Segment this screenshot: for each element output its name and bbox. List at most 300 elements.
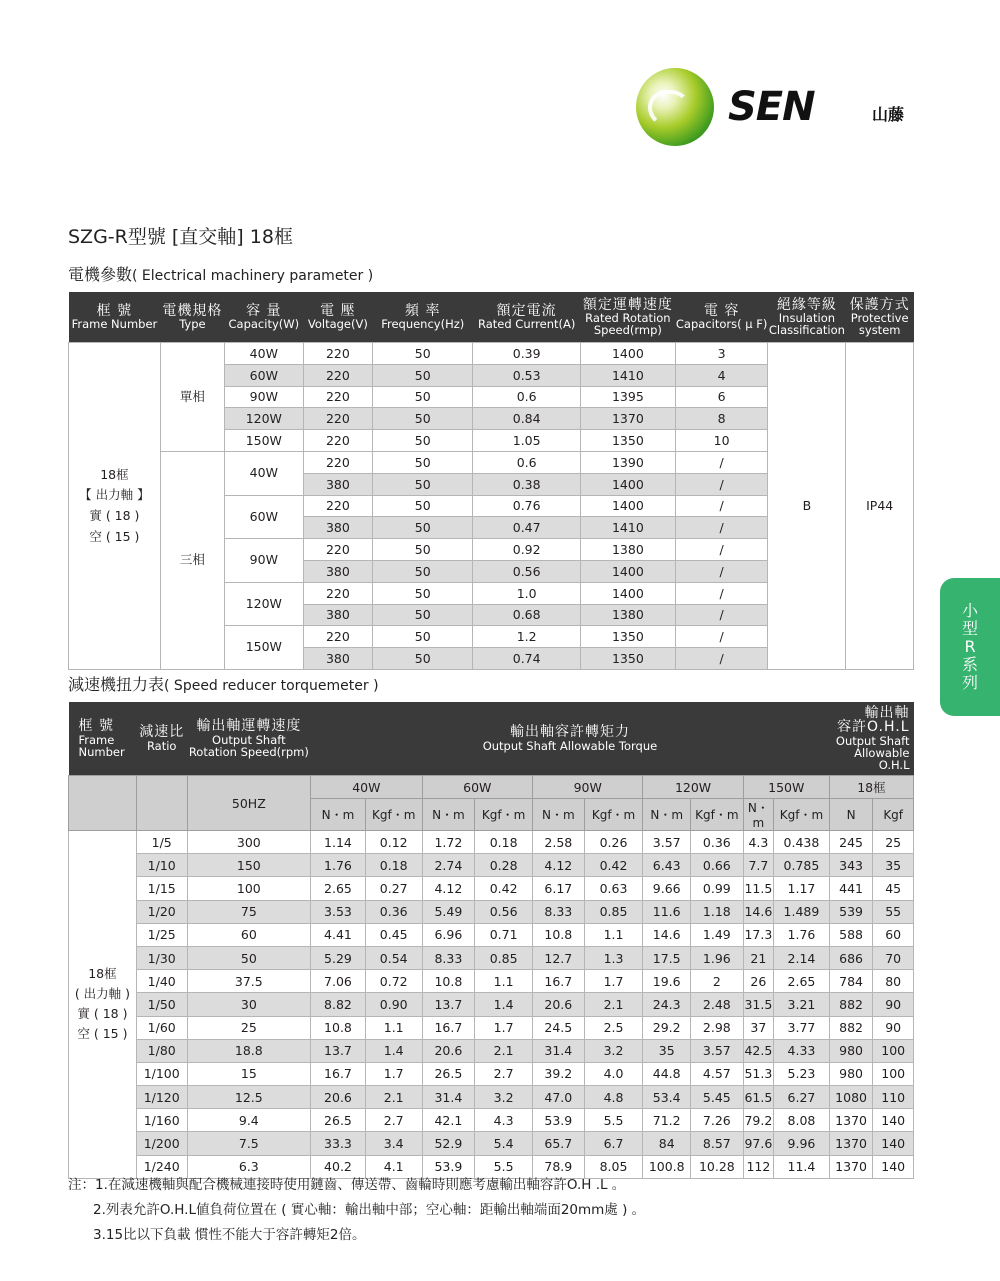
table-cell: 2.14 xyxy=(774,946,830,969)
column-header-en: Output Shaft xyxy=(212,732,286,747)
table-cell: 5.23 xyxy=(774,1062,830,1085)
table-cell: 1350 xyxy=(581,430,676,452)
table-cell: 220 xyxy=(303,430,373,452)
table-cell: 5.5 xyxy=(475,1155,533,1178)
table-cell: 20.6 xyxy=(422,1039,475,1062)
table-cell: 120W xyxy=(225,408,304,430)
table-cell: 5.49 xyxy=(422,900,475,923)
table-cell: 980 xyxy=(829,1062,873,1085)
frame-cell xyxy=(69,831,137,1179)
table-cell: 1/25 xyxy=(136,923,187,946)
column-header-cn: 容 量 xyxy=(246,302,282,319)
table-cell: 42.5 xyxy=(743,1039,773,1062)
table-cell: 17.3 xyxy=(743,923,773,946)
table-cell: 4.1 xyxy=(365,1155,422,1178)
table-cell: / xyxy=(675,560,768,582)
column-header xyxy=(303,292,373,343)
table-row xyxy=(69,854,914,877)
table-cell: 2.1 xyxy=(365,1086,422,1109)
table-cell: 1370 xyxy=(829,1109,873,1132)
frame-cell xyxy=(69,343,161,670)
table-cell: 50 xyxy=(373,430,473,452)
table-cell: 220 xyxy=(303,386,373,408)
table-cell: 1370 xyxy=(581,408,676,430)
table-cell: 52.9 xyxy=(422,1132,475,1155)
table-cell: 1/80 xyxy=(136,1039,187,1062)
column-header-cn: 額定運轉速度 xyxy=(582,296,673,313)
table-cell: 10.8 xyxy=(311,1016,366,1039)
column-header-en: Capacitors( μ F) xyxy=(675,317,768,332)
table-cell: 8.57 xyxy=(691,1132,744,1155)
column-header-en: Type xyxy=(179,317,206,332)
table-cell: 1/60 xyxy=(136,1016,187,1039)
table-cell: 50 xyxy=(373,495,473,517)
table-cell: 1410 xyxy=(581,364,676,386)
unit-header: Kgf・m xyxy=(365,799,422,831)
table-cell: 220 xyxy=(303,451,373,473)
table-row xyxy=(69,1132,914,1155)
table-cell: 3.57 xyxy=(643,831,691,854)
table-cell: 4.41 xyxy=(311,923,366,946)
table-cell: 220 xyxy=(303,343,373,365)
unit-header: Kgf・m xyxy=(584,799,643,831)
table-cell: 0.90 xyxy=(365,993,422,1016)
table-cell: 0.68 xyxy=(473,604,581,626)
column-header-en: Output Shaft Allowable Torque xyxy=(482,738,658,753)
table-cell: 0.71 xyxy=(475,923,533,946)
table-cell: 140 xyxy=(873,1109,914,1132)
table-cell: 1/240 xyxy=(136,1155,187,1178)
table-cell: 35 xyxy=(643,1039,691,1062)
table-cell: 78.9 xyxy=(532,1155,584,1178)
table-cell: 11.6 xyxy=(643,900,691,923)
table-row xyxy=(69,343,914,365)
table-cell: 26.5 xyxy=(422,1062,475,1085)
table-cell: 2.7 xyxy=(365,1109,422,1132)
table-cell: 2.65 xyxy=(311,877,366,900)
table-cell: 0.54 xyxy=(365,946,422,969)
table-row xyxy=(69,900,914,923)
table-cell: 80 xyxy=(873,970,914,993)
capacity-cell: 40W xyxy=(225,451,304,495)
table-cell: 97.6 xyxy=(743,1132,773,1155)
table-cell: 1.2 xyxy=(473,626,581,648)
column-header xyxy=(160,292,224,343)
table-cell: 39.2 xyxy=(532,1062,584,1085)
table-cell: 7.7 xyxy=(743,854,773,877)
column-header xyxy=(768,292,846,343)
table-cell: 1.14 xyxy=(311,831,366,854)
table-cell: 16.7 xyxy=(422,1016,475,1039)
table-row xyxy=(69,1062,914,1085)
table-cell: 4 xyxy=(675,364,768,386)
table-cell: 16.7 xyxy=(532,970,584,993)
table-cell: 0.92 xyxy=(473,539,581,561)
table-cell: 2.98 xyxy=(691,1016,744,1039)
column-header-cn: 頻 率 xyxy=(405,302,441,319)
table-cell: 14.6 xyxy=(643,923,691,946)
table-cell: 90 xyxy=(873,993,914,1016)
table-cell: 2.5 xyxy=(584,1016,643,1039)
table-cell: 100 xyxy=(873,1062,914,1085)
table-cell: 20.6 xyxy=(532,993,584,1016)
frame-line: 空 ( 15 ) xyxy=(77,1026,128,1042)
table-cell: 18.8 xyxy=(187,1039,311,1062)
column-header-cn: 絕緣等級 xyxy=(776,296,837,313)
table-cell: 3.2 xyxy=(475,1086,533,1109)
table-cell: 53.9 xyxy=(422,1155,475,1178)
table-cell: 380 xyxy=(303,517,373,539)
table-cell: 7.5 xyxy=(187,1132,311,1155)
table-cell: 588 xyxy=(829,923,873,946)
table-cell: 17.5 xyxy=(643,946,691,969)
column-header-en: Frame Number xyxy=(71,317,158,332)
table-cell: 47.0 xyxy=(532,1086,584,1109)
table-cell: 3.4 xyxy=(365,1132,422,1155)
table-cell: 220 xyxy=(303,582,373,604)
table-cell: 1.1 xyxy=(475,970,533,993)
table-cell: 44.8 xyxy=(643,1062,691,1085)
table-cell: 0.26 xyxy=(584,831,643,854)
section-subtitle: ( Speed reducer torquemeter ) xyxy=(164,678,379,694)
electrical-parameter-table xyxy=(68,292,914,670)
header-torque xyxy=(311,702,830,776)
table-cell: 8.08 xyxy=(774,1109,830,1132)
table-cell: 53.9 xyxy=(532,1109,584,1132)
table-cell: 1370 xyxy=(829,1155,873,1178)
table-cell: 1.0 xyxy=(473,582,581,604)
table-cell: 343 xyxy=(829,854,873,877)
table-cell: 50 xyxy=(373,626,473,648)
table-cell: 1080 xyxy=(829,1086,873,1109)
note-1: 注：1.在減速機軸與配合機械連接時使用鏈齒、傳送帶、齒輪時則應考慮輸出軸容許O.H .L 。 xyxy=(68,1177,626,1193)
blank-cell xyxy=(136,776,187,831)
column-header-en: Frame xyxy=(78,732,115,747)
capacity-cell: 120W xyxy=(225,582,304,626)
table-cell: 245 xyxy=(829,831,873,854)
table-cell: 0.18 xyxy=(475,831,533,854)
table-cell: 50 xyxy=(373,343,473,365)
table-cell: 1390 xyxy=(581,451,676,473)
table-cell: 1350 xyxy=(581,626,676,648)
table-row xyxy=(69,946,914,969)
type-single-phase: 單相 xyxy=(160,343,224,452)
table-cell: 71.2 xyxy=(643,1109,691,1132)
table-cell: 5.4 xyxy=(475,1132,533,1155)
table-cell: 8.33 xyxy=(422,946,475,969)
table-cell: 882 xyxy=(829,1016,873,1039)
table-cell: 1.489 xyxy=(774,900,830,923)
table-cell: 1350 xyxy=(581,648,676,670)
table-cell: 2.74 xyxy=(422,854,475,877)
column-header xyxy=(225,292,304,343)
table-cell: 25 xyxy=(873,831,914,854)
table-cell: 0.6 xyxy=(473,386,581,408)
table-cell: 31.5 xyxy=(743,993,773,1016)
column-header xyxy=(675,292,768,343)
table-cell: 1.7 xyxy=(584,970,643,993)
table-cell: 3.21 xyxy=(774,993,830,1016)
table-cell: 0.72 xyxy=(365,970,422,993)
column-header-en: Ratio xyxy=(146,738,177,753)
table-cell: 4.3 xyxy=(475,1109,533,1132)
table-cell: 40.2 xyxy=(311,1155,366,1178)
table-cell: 0.36 xyxy=(365,900,422,923)
table-cell: 0.38 xyxy=(473,473,581,495)
column-header-en: Capacity(W) xyxy=(228,317,300,332)
frame-line: ( 出力軸 ) xyxy=(74,986,131,1002)
table-cell: 1/100 xyxy=(136,1062,187,1085)
table-cell: 1/50 xyxy=(136,993,187,1016)
table-cell: 6.27 xyxy=(774,1086,830,1109)
column-header-cn: 容許O.H.L xyxy=(837,719,910,736)
column-header-cn: 電機規格 xyxy=(162,302,223,319)
table-cell: 51.3 xyxy=(743,1062,773,1085)
table-cell: / xyxy=(675,648,768,670)
unit-header: N・m xyxy=(743,799,773,831)
table-cell: 50 xyxy=(187,946,311,969)
column-header-en: Allowable O.H.L xyxy=(854,746,910,773)
column-header-en: Output Shaft xyxy=(835,734,910,749)
model-title: SZG-R型號 [直交軸] 18框 xyxy=(68,226,293,248)
table-cell: 1/10 xyxy=(136,854,187,877)
table-cell: 0.27 xyxy=(365,877,422,900)
table-cell: 882 xyxy=(829,993,873,1016)
table-cell: 1/40 xyxy=(136,970,187,993)
table-row xyxy=(69,831,914,854)
table-row xyxy=(69,923,914,946)
table-cell: 1.49 xyxy=(691,923,744,946)
column-header-en: Speed(rmp) xyxy=(593,323,662,338)
table-cell: 8.05 xyxy=(584,1155,643,1178)
table-cell: 0.66 xyxy=(691,854,744,877)
table-cell: 79.2 xyxy=(743,1109,773,1132)
table-cell: 30 xyxy=(187,993,311,1016)
table-cell: 1.4 xyxy=(475,993,533,1016)
unit-header: Kgf・m xyxy=(774,799,830,831)
frame-line: 實 ( 18 ) xyxy=(89,507,140,523)
table-cell: 10 xyxy=(675,430,768,452)
table-cell: 40W xyxy=(225,343,304,365)
column-header-en: Insulation xyxy=(778,311,836,326)
power-group-header: 40W xyxy=(311,776,422,799)
table-row xyxy=(69,993,914,1016)
section-title-electrical xyxy=(68,262,373,285)
power-group-header: 150W xyxy=(743,776,829,799)
table-cell: 380 xyxy=(303,473,373,495)
table-cell: 31.4 xyxy=(422,1086,475,1109)
table-cell: 75 xyxy=(187,900,311,923)
table-cell: 53.4 xyxy=(643,1086,691,1109)
column-header-cn: 輸出軸容許轉矩力 xyxy=(509,724,630,741)
column-header-en: Frequency(Hz) xyxy=(381,317,465,332)
group-header-row xyxy=(69,776,914,799)
table-cell: 37.5 xyxy=(187,970,311,993)
table-cell: 1/30 xyxy=(136,946,187,969)
power-group-header: 90W xyxy=(532,776,642,799)
column-header xyxy=(473,292,581,343)
table-cell: 19.6 xyxy=(643,970,691,993)
column-header xyxy=(69,292,161,343)
table-cell: 7.26 xyxy=(691,1109,744,1132)
table-cell: 686 xyxy=(829,946,873,969)
table-cell: 1.7 xyxy=(365,1062,422,1085)
table-cell: 13.7 xyxy=(422,993,475,1016)
table-cell: / xyxy=(675,539,768,561)
column-header-en: Rated Rotation xyxy=(585,311,671,326)
table-cell: 10.28 xyxy=(691,1155,744,1178)
column-header-cn: 電 壓 xyxy=(320,302,356,319)
table-cell: 220 xyxy=(303,539,373,561)
table-cell: 220 xyxy=(303,364,373,386)
table-cell: 100 xyxy=(187,877,311,900)
table-cell: 29.2 xyxy=(643,1016,691,1039)
table-cell: 24.3 xyxy=(643,993,691,1016)
table-cell: 1410 xyxy=(581,517,676,539)
section-title-cn: 減速機扭力表 xyxy=(68,675,165,694)
table-cell: 15 xyxy=(187,1062,311,1085)
table-cell: 9.66 xyxy=(643,877,691,900)
unit-header: Kgf・m xyxy=(691,799,744,831)
table-cell: 24.5 xyxy=(532,1016,584,1039)
table-cell: 380 xyxy=(303,604,373,626)
table-cell: 9.4 xyxy=(187,1109,311,1132)
table-cell: 1.76 xyxy=(774,923,830,946)
table-cell: 7.06 xyxy=(311,970,366,993)
table-cell: 1/160 xyxy=(136,1109,187,1132)
column-header-en: Rotation Speed(rpm) xyxy=(188,744,309,759)
table-cell: / xyxy=(675,604,768,626)
table-cell: 140 xyxy=(873,1155,914,1178)
table-cell: 60 xyxy=(873,923,914,946)
column-header xyxy=(846,292,914,343)
table-cell: 0.28 xyxy=(475,854,533,877)
table-cell: 21 xyxy=(743,946,773,969)
table-cell: 10.8 xyxy=(532,923,584,946)
power-group-header: 120W xyxy=(643,776,743,799)
header-ohl xyxy=(829,702,913,776)
table-cell: 300 xyxy=(187,831,311,854)
frame-line: 【 出力軸 】 xyxy=(79,487,150,503)
table-cell: 0.85 xyxy=(475,946,533,969)
table-cell: 140 xyxy=(873,1132,914,1155)
insulation-class: B xyxy=(768,343,846,670)
table-cell: 1380 xyxy=(581,604,676,626)
table-cell: 0.76 xyxy=(473,495,581,517)
blank-cell xyxy=(69,776,137,831)
table-cell: 1400 xyxy=(581,473,676,495)
table-cell: 16.7 xyxy=(311,1062,366,1085)
table-cell: 4.12 xyxy=(422,877,475,900)
table-cell: 441 xyxy=(829,877,873,900)
capacity-cell: 150W xyxy=(225,626,304,670)
table-cell: 26.5 xyxy=(311,1109,366,1132)
table-cell: 0.85 xyxy=(584,900,643,923)
table-cell: 50 xyxy=(373,648,473,670)
frame-line: 18框 xyxy=(88,966,117,982)
table-cell: 11.5 xyxy=(743,877,773,900)
table-cell: 0.56 xyxy=(475,900,533,923)
table-cell: 0.99 xyxy=(691,877,744,900)
table-cell: 150 xyxy=(187,854,311,877)
table-cell: 60 xyxy=(187,923,311,946)
table-cell: 4.3 xyxy=(743,831,773,854)
column-header-en: Protective xyxy=(850,311,909,326)
column-header-cn: 保護方式 xyxy=(849,296,910,313)
table-cell: 50 xyxy=(373,451,473,473)
column-header-en: system xyxy=(858,323,901,338)
table-cell: 20.6 xyxy=(311,1086,366,1109)
table-cell: 13.7 xyxy=(311,1039,366,1062)
table-cell: 61.5 xyxy=(743,1086,773,1109)
table-cell: 380 xyxy=(303,648,373,670)
table-cell: / xyxy=(675,451,768,473)
table-cell: 6 xyxy=(675,386,768,408)
table-cell: 1/120 xyxy=(136,1086,187,1109)
table-cell: 9.96 xyxy=(774,1132,830,1155)
table-cell: 33.3 xyxy=(311,1132,366,1155)
table-header-row xyxy=(69,702,914,776)
table-cell: 84 xyxy=(643,1132,691,1155)
table-cell: 1400 xyxy=(581,343,676,365)
table-header-row xyxy=(69,292,914,343)
table-cell: 50 xyxy=(373,539,473,561)
table-cell: 2.7 xyxy=(475,1062,533,1085)
table-cell: 220 xyxy=(303,408,373,430)
table-cell: 112 xyxy=(743,1155,773,1178)
table-cell: 1400 xyxy=(581,582,676,604)
table-cell: 3.57 xyxy=(691,1039,744,1062)
protection-system: IP44 xyxy=(846,343,914,670)
table-row xyxy=(69,1109,914,1132)
table-cell: 980 xyxy=(829,1039,873,1062)
frame-line: 18框 xyxy=(100,466,129,482)
table-cell: 0.39 xyxy=(473,343,581,365)
table-cell: 1.96 xyxy=(691,946,744,969)
table-cell: 50 xyxy=(373,517,473,539)
table-cell: 1.76 xyxy=(311,854,366,877)
table-cell: 0.63 xyxy=(584,877,643,900)
note-3: 3.15比以下負載 慣性不能大于容許轉矩2倍。 xyxy=(93,1227,366,1243)
table-cell: 8 xyxy=(675,408,768,430)
table-cell: 50 xyxy=(373,560,473,582)
table-cell: 50 xyxy=(373,582,473,604)
table-cell: 6.3 xyxy=(187,1155,311,1178)
table-cell: 6.96 xyxy=(422,923,475,946)
power-group-header: 60W xyxy=(422,776,532,799)
table-cell: 60W xyxy=(225,364,304,386)
header-speed xyxy=(187,702,311,776)
type-three-phase: 三相 xyxy=(160,451,224,669)
table-cell: / xyxy=(675,582,768,604)
table-cell: 11.4 xyxy=(774,1155,830,1178)
table-cell: 12.7 xyxy=(532,946,584,969)
table-cell: 1370 xyxy=(829,1132,873,1155)
table-cell: 1.1 xyxy=(584,923,643,946)
table-cell: 50 xyxy=(373,408,473,430)
table-row xyxy=(69,877,914,900)
frequency-label: 50HZ xyxy=(187,776,311,831)
table-cell: 45 xyxy=(873,877,914,900)
table-cell: 0.42 xyxy=(475,877,533,900)
table-cell: 784 xyxy=(829,970,873,993)
table-cell: 2.48 xyxy=(691,993,744,1016)
table-cell: 6.7 xyxy=(584,1132,643,1155)
table-cell: 220 xyxy=(303,495,373,517)
capacity-cell: 90W xyxy=(225,539,304,583)
unit-header: N・m xyxy=(643,799,691,831)
table-cell: 0.47 xyxy=(473,517,581,539)
